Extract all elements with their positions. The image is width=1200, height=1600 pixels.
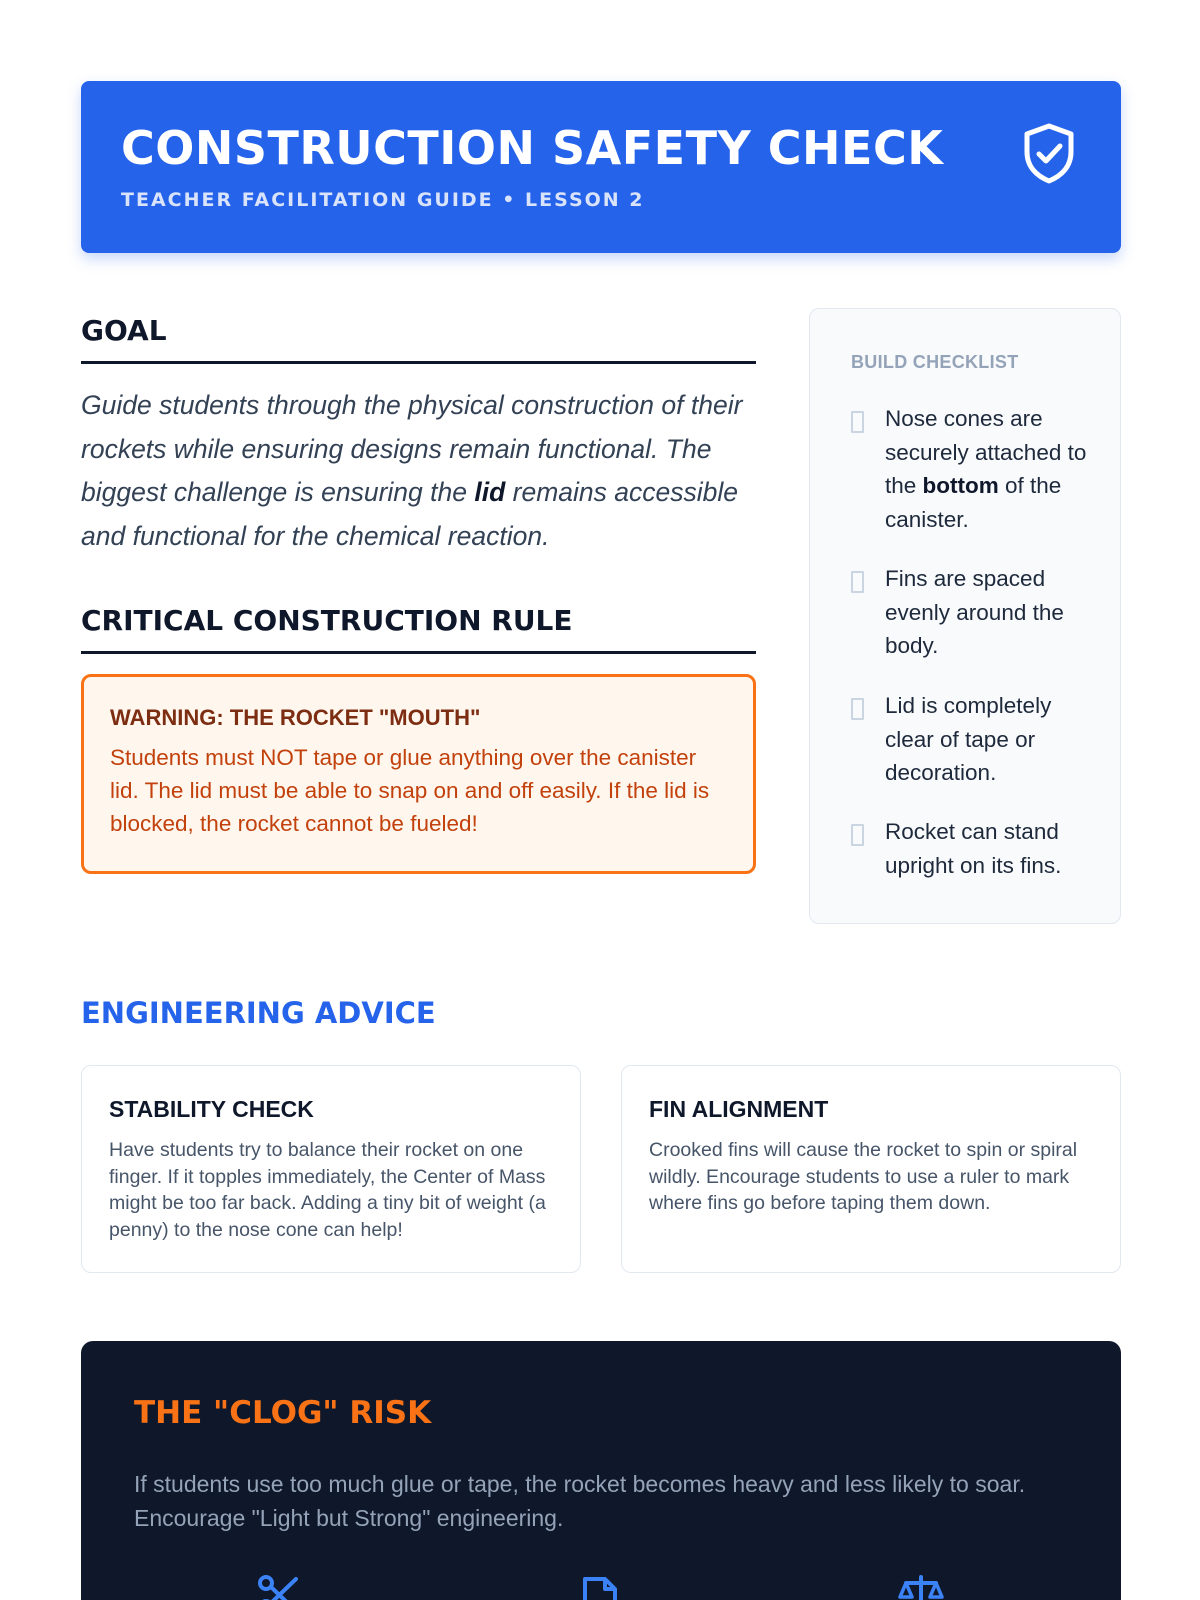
clog-title: THE "CLOG" RISK: [134, 1395, 432, 1431]
header-banner: [81, 81, 1121, 253]
shield-check-icon: [1019, 121, 1079, 185]
clog-risk-panel: [81, 1341, 1121, 1600]
stability-check-card: [81, 1065, 581, 1273]
goal-text: Guide students through the physical construction of their rockets while ensuring designs remain functional. The biggest challenge is ensuring the lid remains accessible and functional for the chemical reaction.: [81, 390, 743, 551]
checklist-item[interactable]: Lid is completely clear of tape or decoration.: [851, 689, 1106, 790]
clog-text: If students use too much glue or tape, the rocket becomes heavy and less likely to soar. Encourage "Light but Strong" engineering.: [134, 1471, 1026, 1531]
fin-alignment-card: [621, 1065, 1121, 1273]
warning-title: WARNING: THE ROCKET "MOUTH": [110, 705, 481, 730]
checkbox[interactable]: [851, 411, 864, 433]
file-icon: [577, 1573, 623, 1600]
checklist-item[interactable]: Nose cones are securely attached to the bottom of the canister.: [851, 402, 1106, 536]
card-text: Have students try to balance their rocket on one finger. If it topples immediately, the Center of Mass might be too far back. Adding a tiny bit of weight (a penny) to the nose cone can help!: [109, 1139, 546, 1242]
goal-heading: GOAL: [81, 314, 756, 364]
card-text: Crooked fins will cause the rocket to spin or spiral wildly. Encourage students to use a ruler to mark where fins go before taping them down.: [649, 1139, 1078, 1215]
scale-icon: [898, 1573, 944, 1600]
page-subtitle: TEACHER FACILITATION GUIDE • LESSON 2: [121, 189, 645, 211]
warning-text: Students must NOT tape or glue anything over the canister lid. The lid must be able to snap on and off easily. If the lid is blocked, the rocket cannot be fueled!: [110, 745, 710, 836]
checkbox[interactable]: [851, 824, 864, 846]
build-checklist: [809, 308, 1121, 924]
checklist-title: BUILD CHECKLIST: [851, 352, 1019, 372]
checklist-item[interactable]: Rocket can stand upright on its fins.: [851, 815, 1106, 882]
checklist-item[interactable]: Fins are spaced evenly around the body.: [851, 562, 1106, 663]
checkbox[interactable]: [851, 698, 864, 720]
card-title: STABILITY CHECK: [109, 1096, 314, 1122]
critical-rule-heading: CRITICAL CONSTRUCTION RULE: [81, 604, 756, 654]
warning-box: [81, 674, 756, 874]
scissors-icon: [256, 1573, 302, 1600]
page-title: CONSTRUCTION SAFETY CHECK: [121, 121, 944, 175]
engineering-advice-heading: ENGINEERING ADVICE: [81, 996, 436, 1030]
card-title: FIN ALIGNMENT: [649, 1096, 829, 1122]
checkbox[interactable]: [851, 571, 864, 593]
